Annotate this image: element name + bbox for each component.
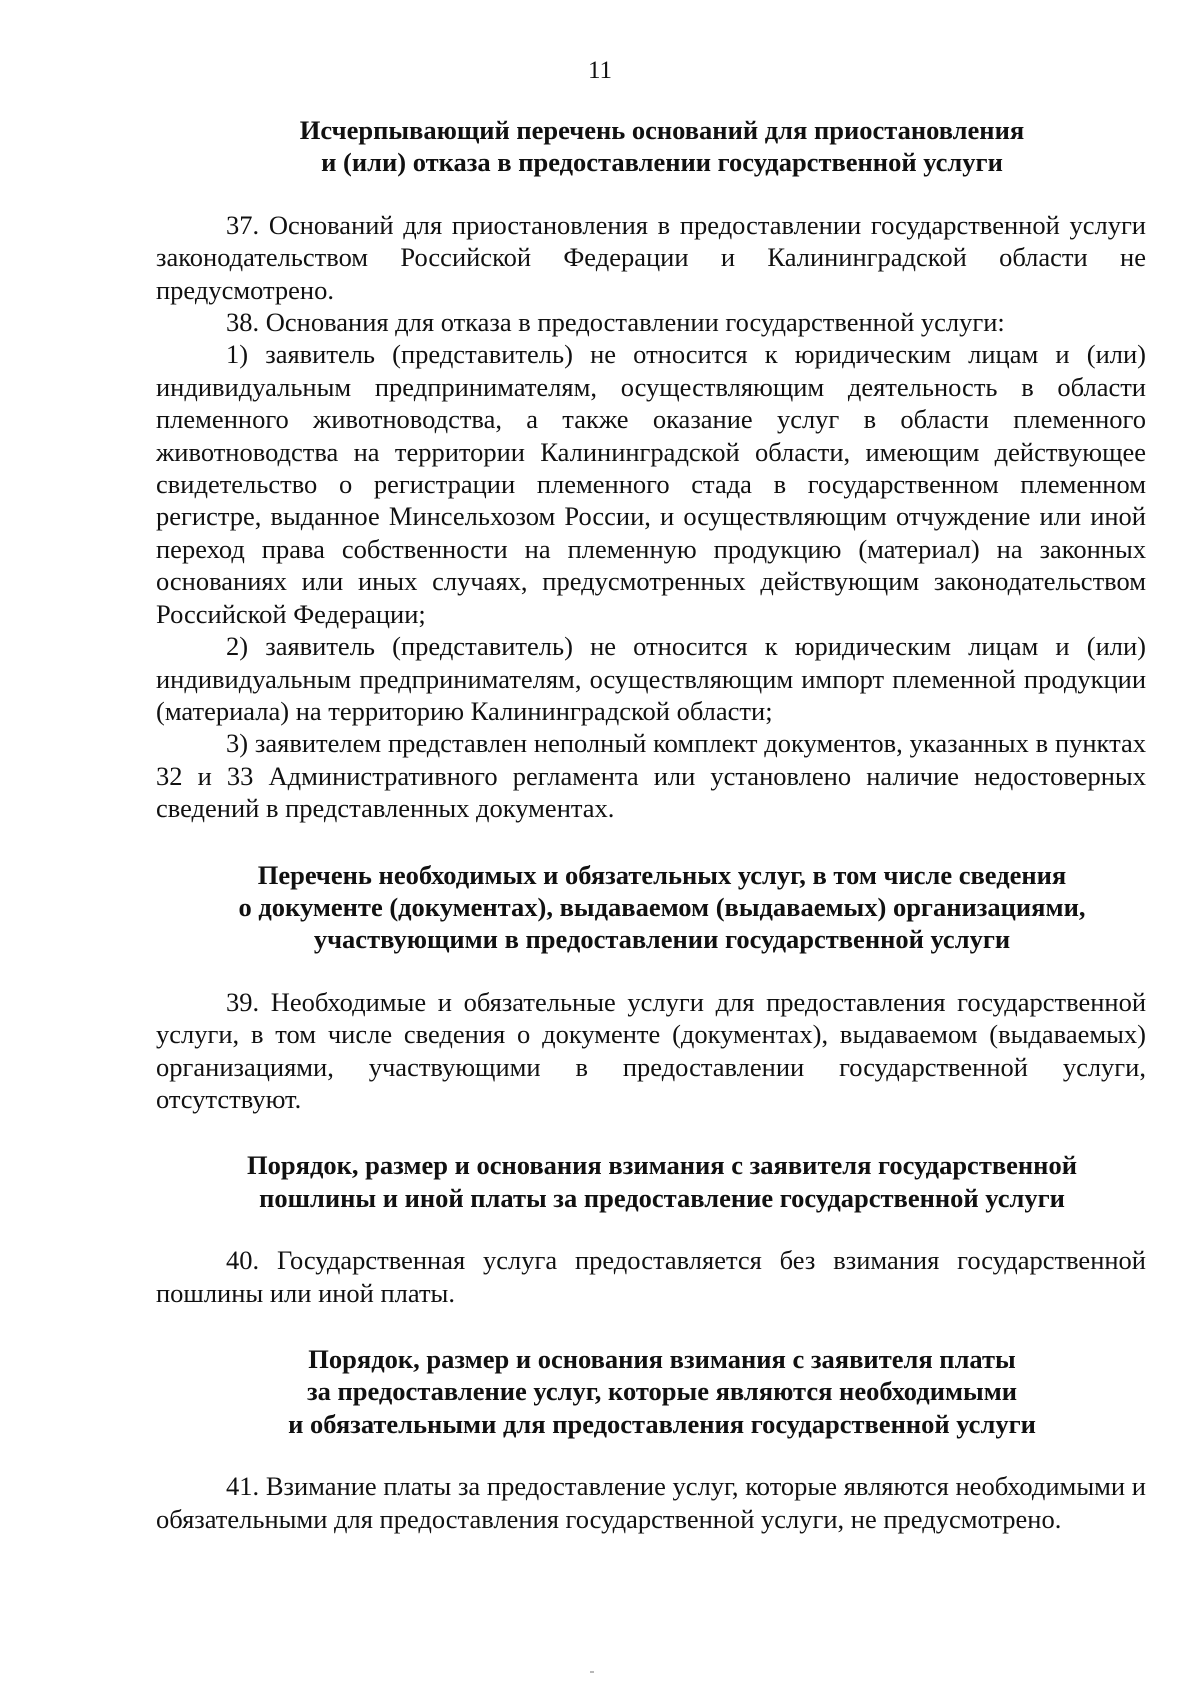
paragraph-38-item-2: 2) заявитель (представитель) не относится к юридическим лицам и (или) индивидуальным предпринимателям, осуществляющим импорт племенной продукции (материала) на территорию Калининградской области; [156, 631, 1146, 726]
section-required-services [156, 859, 1146, 1116]
paragraph-38: 38. Основания для отказа в предоставлении государственной услуги: [226, 307, 1005, 338]
heading-line: за предоставление услуг, которые являются необходимыми [306, 1376, 1018, 1407]
heading-line: Перечень необходимых и обязательных услуг, в том числе сведения [257, 859, 1067, 890]
heading-line: Исчерпывающий перечень оснований для приостановления [299, 115, 1025, 145]
heading-line: участвующими в предоставлении государственной услуги [313, 924, 1011, 955]
section-heading [156, 859, 1146, 956]
paragraph-40: 40. Государственная услуга предоставляется без взимания государственной пошлины или иной платы. [156, 1245, 1146, 1308]
scan-artifact [590, 1671, 594, 1673]
section-heading [156, 114, 1146, 179]
document-body [156, 114, 1146, 1535]
section-services-fee [156, 1343, 1146, 1535]
heading-line: Порядок, размер и основания взимания с заявителя государственной [247, 1150, 1077, 1181]
section-heading [156, 1149, 1146, 1214]
heading-line: Порядок, размер и основания взимания с заявителя платы [308, 1344, 1016, 1374]
paragraph-39: 39. Необходимые и обязательные услуги для предоставления государственной услуги, в том числе сведения о документе (документах), выдаваемом (выдаваемых) организациями, участвующими в предоставлении государственной услуги, отсутствуют. [156, 986, 1146, 1114]
paragraph-38-item-3: 3) заявителем представлен неполный комплект документов, указанных в пунктах 32 и 33 Административного регламента или установлено наличие недостоверных сведений в представленных документах. [156, 728, 1146, 824]
paragraph-41: 41. Взимание платы за предоставление услуг, которые являются необходимыми и обязательными для предоставления государственной услуги, не предусмотрено. [156, 1471, 1146, 1534]
section-suspension-refusal-grounds [156, 114, 1146, 825]
heading-line: пошлины и иной платы за предоставление государственной услуги [259, 1182, 1065, 1213]
page-number: 11 [587, 57, 613, 84]
section-state-fee [156, 1149, 1146, 1309]
heading-line: и обязательными для предоставления государственной услуги [288, 1408, 1036, 1439]
heading-line: и (или) отказа в предоставлении государственной услуги [321, 147, 1003, 178]
heading-line: о документе (документах), выдаваемом (выдаваемых) организациями, [238, 891, 1086, 922]
paragraph-37: 37. Оснований для приостановления в предоставлении государственной услуги законодательством Российской Федерации и Калининградской области не предусмотрено. [156, 209, 1146, 305]
section-heading [156, 1343, 1146, 1440]
paragraph-38-item-1: 1) заявитель (представитель) не относится к юридическим лицам и (или) индивидуальным предпринимателям, осуществляющим деятельность в области племенного животноводства, а также оказание услуг в области племенного животноводства на территории Калининградской области, имеющим действующее свидетельство о регистрации племенного стада в государственном племенном регистре, выданное Минсельхозом России, и осуществляющим отчуждение или иной переход права собственности на племенную продукцию (материал) на законных основаниях или иных случаях, предусмотренных действующим законодательством Российской Федерации; [156, 339, 1146, 629]
